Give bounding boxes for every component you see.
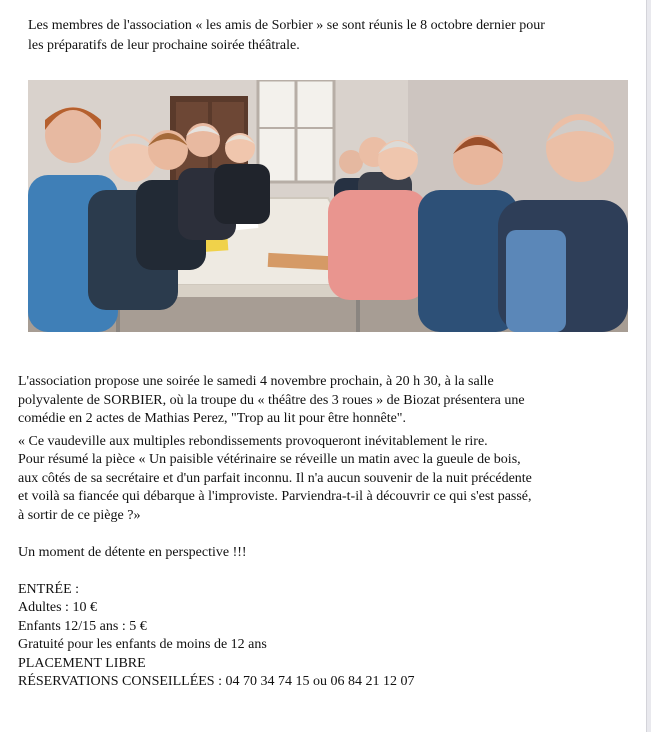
reservations-contact: RÉSERVATIONS CONSEILLÉES : 04 70 34 74 15 ou 06 84 21 12 07	[18, 674, 415, 689]
announcement-line: L'association propose une soirée le samedi 4 novembre prochain, à 20 h 30, à la salle	[18, 374, 494, 389]
announcement-line: comédie en 2 actes de Mathias Perez, "Trop au lit pour être honnête".	[18, 411, 407, 426]
seating-note: PLACEMENT LIBRE	[18, 655, 146, 671]
tagline: Un moment de détente en perspective !!!	[18, 544, 247, 560]
price-free-note: Gratuité pour les enfants de moins de 12 ans	[18, 637, 267, 652]
intro-paragraph	[28, 16, 628, 56]
quote-line: Pour résumé la pièce « Un paisible vétérinaire se réveille un matin avec la gueule de bois,	[18, 452, 521, 467]
group-photo-illustration	[28, 80, 628, 332]
announcement-line: polyvalente de SORBIER, où la troupe du « théâtre des 3 roues » de Biozat présentera une	[18, 392, 525, 408]
quote-line: « Ce vaudeville aux multiples rebondissements provoqueront inévitablement le rire.	[18, 433, 488, 449]
price-children: Enfants 12/15 ans : 5 €	[18, 618, 147, 634]
price-adults: Adultes : 10 €	[18, 600, 97, 615]
quote-line: à sortir de ce piège ?»	[18, 507, 141, 523]
intro-line: Les membres de l'association « les amis de Sorbier » se sont réunis le 8 octobre dernier pour	[28, 18, 545, 33]
quote-line: aux côtés de sa secrétaire et d'un parfait inconnu. Il n'a aucun souvenir de la nuit précédente	[18, 470, 532, 486]
pricing-heading: ENTRÉE :	[18, 581, 80, 597]
page-frame-edge	[646, 0, 651, 732]
announcement-body	[18, 373, 628, 692]
intro-line: les préparatifs de leur prochaine soirée théâtrale.	[28, 38, 300, 53]
quote-line: et voilà sa fiancée qui débarque à l'improviste. Parviendra-t-il à découvrir ce qui s'est passé,	[18, 489, 532, 504]
group-photo	[28, 80, 628, 332]
